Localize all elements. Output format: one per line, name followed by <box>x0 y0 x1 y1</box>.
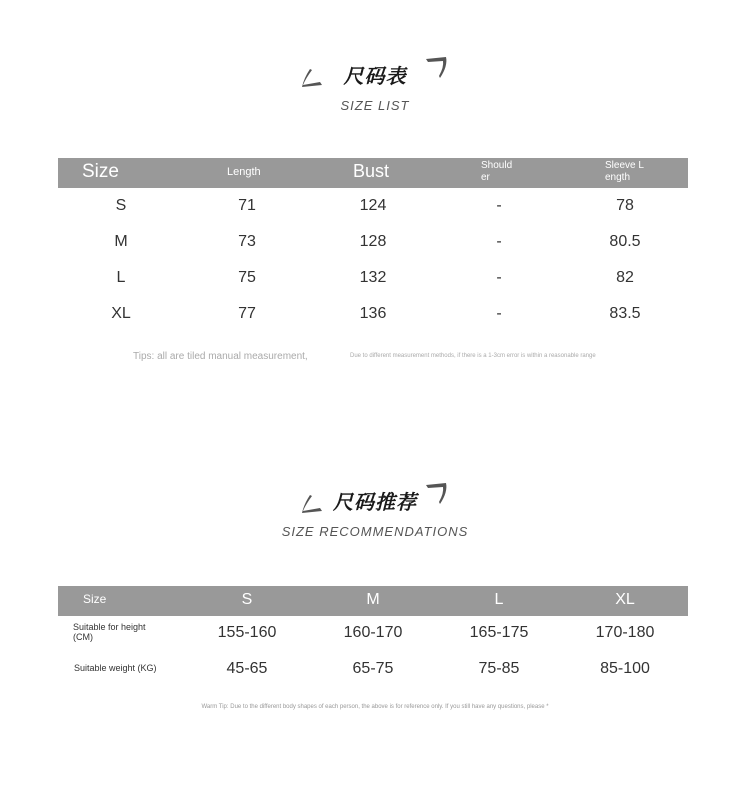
cell-weight-l: 75-85 <box>478 660 520 677</box>
cell-sleeve: 82 <box>616 269 634 286</box>
brush-stroke-right-icon <box>424 482 450 506</box>
cell-size: L <box>116 269 126 286</box>
cell-shoulder: - <box>496 305 502 322</box>
cell-length: 75 <box>238 269 256 286</box>
cell-shoulder: - <box>496 197 502 214</box>
row-label-weight: Suitable weight (KG) <box>74 663 157 673</box>
rec-header-s: S <box>241 591 253 608</box>
cell-weight-m: 65-75 <box>352 660 394 677</box>
size-rec-subtitle: SIZE RECOMMENDATIONS <box>281 524 469 539</box>
size-list-title-cn: 尺码表 <box>343 64 407 88</box>
cell-size: S <box>115 197 127 214</box>
cell-height-s: 155-160 <box>217 624 277 641</box>
measurement-tip-right: Due to different measurement methods, if there is a 1-3cm error is within a reasonable range <box>350 353 596 359</box>
cell-weight-s: 45-65 <box>226 660 268 677</box>
cell-size: XL <box>111 305 131 322</box>
cell-length: 73 <box>238 233 256 250</box>
rec-header-m: M <box>366 591 380 608</box>
row-label-height: Suitable for height (CM) <box>73 622 146 642</box>
rec-header-size: Size <box>83 592 107 606</box>
brush-stroke-right-icon <box>424 56 450 80</box>
size-list-subtitle: SIZE LIST <box>340 98 410 113</box>
cell-sleeve: 78 <box>616 197 634 214</box>
cell-shoulder: - <box>496 233 502 250</box>
size-rec-title <box>300 482 450 518</box>
cell-height-m: 160-170 <box>343 624 403 641</box>
cell-bust: 136 <box>359 305 387 322</box>
cell-sleeve: 83.5 <box>609 305 641 322</box>
cell-weight-xl: 85-100 <box>600 660 650 677</box>
header-size: Size <box>82 161 119 182</box>
header-shoulder: Should er <box>481 160 513 183</box>
cell-shoulder: - <box>496 269 502 286</box>
header-sleeve-length: Sleeve L ength <box>605 160 644 183</box>
cell-bust: 128 <box>359 233 387 250</box>
header-length: Length <box>227 166 261 178</box>
cell-height-l: 165-175 <box>469 624 529 641</box>
cell-sleeve: 80.5 <box>609 233 641 250</box>
cell-length: 71 <box>238 197 256 214</box>
cell-size: M <box>114 233 128 250</box>
rec-header-xl: XL <box>615 591 635 608</box>
header-bust: Bust <box>353 161 390 181</box>
size-rec-title-cn: 尺码推荐 <box>333 490 417 514</box>
measurement-tip-left: Tips: all are tiled manual measurement, <box>133 351 308 362</box>
cell-length: 77 <box>238 305 256 322</box>
rec-header-l: L <box>494 591 504 608</box>
warm-tip: Warm Tip: Due to the different body shapes of each person, the above is for reference only. If you still have any questions, please * <box>201 704 549 710</box>
size-list-title <box>300 56 450 92</box>
cell-height-xl: 170-180 <box>595 624 655 641</box>
cell-bust: 132 <box>359 269 387 286</box>
cell-bust: 124 <box>359 197 387 214</box>
